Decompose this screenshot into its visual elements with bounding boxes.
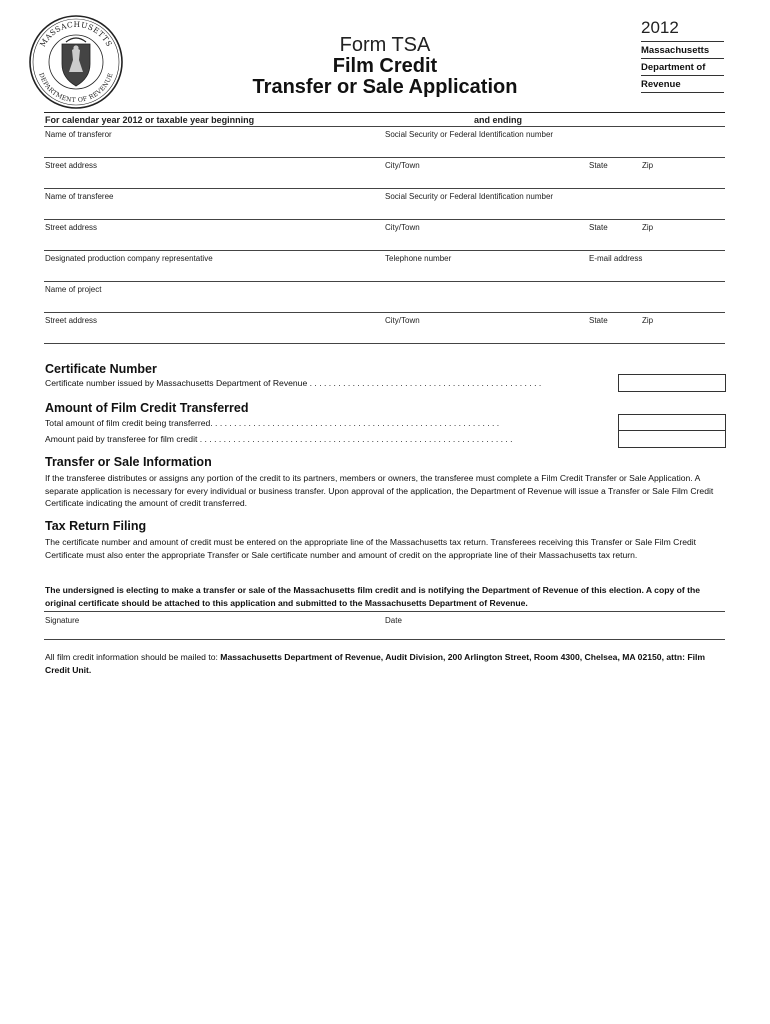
total-credit-label: Total amount of film credit being transferred. . . . . . . . . . . . . . . . . . . . . . . . . . . . . . . . . . . . . . . . . . . . . . . . . . . . . . . . . . . . . <box>45 418 500 428</box>
amount-heading: Amount of Film Credit Transferred <box>45 401 249 415</box>
project-city-field[interactable]: City/Town <box>385 316 420 325</box>
svg-text:MASSACHUSETTS: MASSACHUSETTS <box>37 19 115 49</box>
project-zip-field[interactable]: Zip <box>642 316 654 325</box>
transfer-heading: Transfer or Sale Information <box>45 455 212 469</box>
field-line <box>44 219 725 220</box>
project-street-field[interactable]: Street address <box>45 316 98 325</box>
election-statement: The undersigned is electing to make a transfer or sale of the Massachusetts film credit and is notifying the Department of Revenue of this election. A copy of the original certificate should be attached to this application and submitted to the Massachusetts Department of Revenue. <box>45 585 701 608</box>
field-line <box>44 639 725 640</box>
date-field[interactable]: Date <box>385 616 402 625</box>
certificate-number-input[interactable] <box>618 374 726 392</box>
form-name: Form TSA <box>339 34 431 56</box>
svg-text:DEPARTMENT OF REVENUE: DEPARTMENT OF REVENUE <box>37 72 115 105</box>
form-title-line1: Film Credit <box>332 55 438 77</box>
state-seal-logo <box>28 14 124 110</box>
agency-divider <box>641 92 724 93</box>
agency-line1: Massachusetts <box>641 45 710 56</box>
transferor-id-field[interactable]: Social Security or Federal Identification number <box>385 130 554 139</box>
transferee-name-field[interactable]: Name of transferee <box>45 192 114 201</box>
field-line <box>44 281 725 282</box>
transferor-street-field[interactable]: Street address <box>45 161 98 170</box>
period-beginning-label[interactable]: For calendar year 2012 or taxable year beginning <box>45 115 255 125</box>
amount-paid-input[interactable] <box>618 430 726 448</box>
project-name-field[interactable]: Name of project <box>45 285 102 294</box>
transferor-name-field[interactable]: Name of transferor <box>45 130 112 139</box>
amount-paid-label: Amount paid by transferee for film credit . . . . . . . . . . . . . . . . . . . . . . . . . . . . . . . . . . . . . . . . . . . . . . . . . . . . . . . . . . . . . . . . . . <box>45 434 513 444</box>
transferee-id-field[interactable]: Social Security or Federal Identification number <box>385 192 554 201</box>
field-line <box>44 126 725 127</box>
field-line <box>44 250 725 251</box>
agency-divider <box>641 75 724 76</box>
email-field[interactable]: E-mail address <box>589 254 643 263</box>
transferee-zip-field[interactable]: Zip <box>642 223 654 232</box>
telephone-field[interactable]: Telephone number <box>385 254 452 263</box>
representative-field[interactable]: Designated production company representative <box>45 254 213 263</box>
agency-line3: Revenue <box>641 79 681 90</box>
certificate-number-label: Certificate number issued by Massachusetts Department of Revenue . . . . . . . . . . . . . . . . . . . . . . . . . . . . . . . . . . . . . . . . . . . . . . . . . <box>45 378 542 388</box>
period-ending-label[interactable]: and ending <box>474 115 522 125</box>
transferee-street-field[interactable]: Street address <box>45 223 98 232</box>
project-state-field[interactable]: State <box>589 316 608 325</box>
transferee-state-field[interactable]: State <box>589 223 608 232</box>
field-line <box>44 611 725 612</box>
signature-field[interactable]: Signature <box>45 616 80 625</box>
mailing-instructions: All film credit information should be mailed to: Massachusetts Department of Revenue, Audit Division, 200 Arlington Street, Room 4300, Chelsea, MA 02150, attn: Film Credit Unit. <box>45 652 706 675</box>
transferor-city-field[interactable]: City/Town <box>385 161 420 170</box>
field-line <box>44 312 725 313</box>
field-line <box>44 157 725 158</box>
field-line <box>44 343 725 344</box>
transferor-zip-field[interactable]: Zip <box>642 161 654 170</box>
form-year: 2012 <box>641 18 679 37</box>
agency-line2: Department of <box>641 62 706 73</box>
tax-return-heading: Tax Return Filing <box>45 519 147 533</box>
field-line <box>44 188 725 189</box>
transferee-city-field[interactable]: City/Town <box>385 223 420 232</box>
tax-return-paragraph: The certificate number and amount of credit must be entered on the appropriate line of the Massachusetts tax return. Transferees receiving this Transfer or Sale Film Credit Certificate must also enter the appropriate Transfer or Sale certificate number and amount of credit on the appropriate line of their Massachusetts tax return. <box>45 537 697 560</box>
transfer-paragraph: If the transferee distributes or assigns any portion of the credit to its partners, members or owners, the transferee must complete a Film Credit Transfer or Sale Application. A separate application is necessary for every individual or business transfer. Upon approval of the application, the Department of Revenue will issue a Transfer or Sale Film Credit Certificate indicating the amount of credit transferred. <box>45 473 714 508</box>
transferor-state-field[interactable]: State <box>589 161 608 170</box>
agency-divider <box>641 58 724 59</box>
form-title-line2: Transfer or Sale Application <box>252 76 518 98</box>
section-divider <box>44 112 725 113</box>
certificate-heading: Certificate Number <box>45 362 157 376</box>
agency-divider <box>641 41 724 42</box>
